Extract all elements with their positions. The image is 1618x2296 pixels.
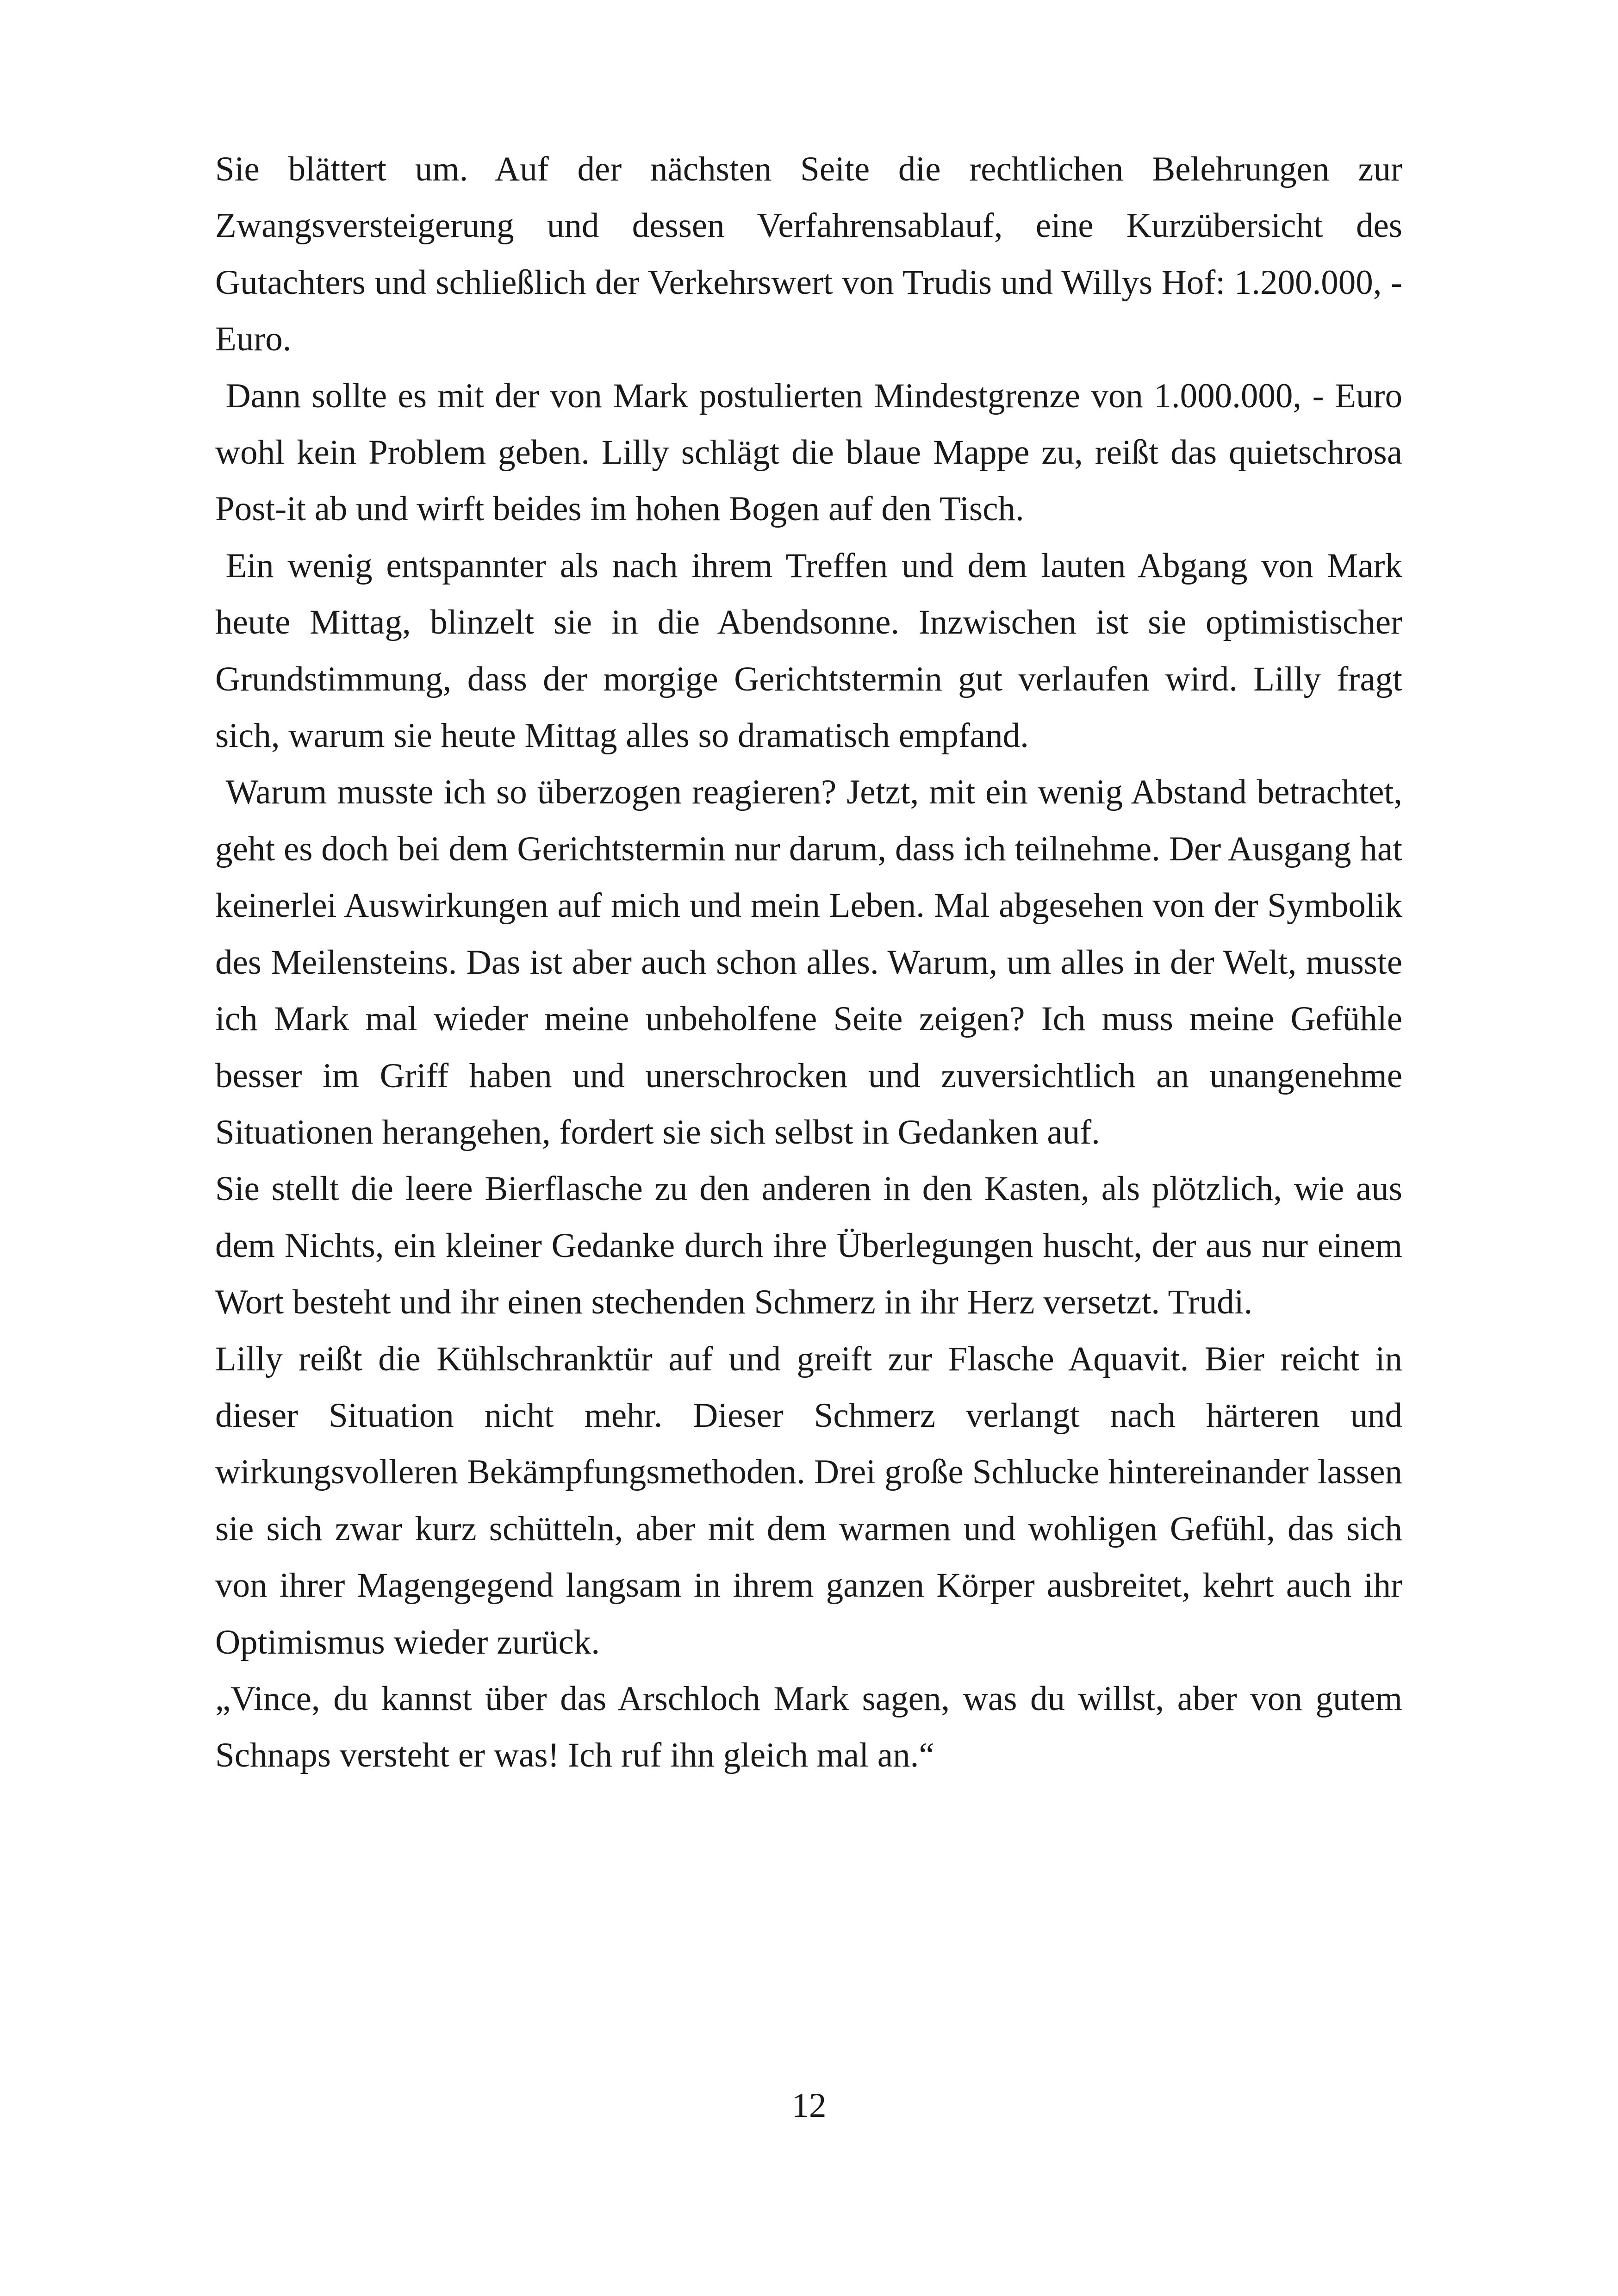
body-text — [215, 141, 1402, 1784]
paragraph: Dann sollte es mit der von Mark postulierten Mindestgrenze von 1.000.000, - Euro wohl kein Problem geben. Lilly schlägt die blaue Mappe zu, reißt das quietschrosa Post-it ab und wirft beides im hohen Bogen auf den Tisch. — [215, 376, 1402, 529]
page-number: 12 — [791, 2086, 827, 2125]
paragraph: Lilly reißt die Kühlschranktür auf und greift zur Flasche Aquavit. Bier reicht in dieser Situation nicht mehr. Dieser Schmerz verlangt nach härteren und wirkungsvolleren Bekämpfungsmethoden. Drei große Schlucke hintereinander lassen sie sich zwar kurz schütteln, aber mit dem warmen und wohligen Gefühl, das sich von ihrer Magengegend langsam in ihrem ganzen Körper ausbreitet, kehrt auch ihr Optimismus wieder zurück. — [215, 1339, 1402, 1661]
paragraph: Ein wenig entspannter als nach ihrem Treffen und dem lauten Abgang von Mark heute Mittag, blinzelt sie in die Abendsonne. Inzwischen ist sie optimistischer Grundstimmung, dass der morgige Gerichtstermin gut verlaufen wird. Lilly fragt sich, warum sie heute Mittag alles so dramatisch empfand. — [215, 546, 1402, 755]
paragraph: Sie blättert um. Auf der nächsten Seite die rechtlichen Belehrungen zur Zwangsversteigerung und dessen Verfahrensablauf, eine Kurzübersicht des Gutachters und schließlich der Verkehrswert von Trudis und Willys Hof: 1.200.000, - Euro. — [215, 150, 1402, 359]
paragraph: Sie stellt die leere Bierflasche zu den anderen in den Kasten, als plötzlich, wie aus dem Nichts, ein kleiner Gedanke durch ihre Überlegungen huscht, der aus nur einem Wort besteht und ihr einen stechenden Schmerz in ihr Herz versetzt. Trudi. — [215, 1170, 1402, 1322]
paragraph: „Vince, du kannst über das Arschloch Mark sagen, was du willst, aber von gutem Schnaps versteht er was! Ich ruf ihn gleich mal an.“ — [215, 1679, 1402, 1775]
paragraph: Warum musste ich so überzogen reagieren? Jetzt, mit ein wenig Abstand betrachtet, geht es doch bei dem Gerichtstermin nur darum, dass ich teilnehme. Der Ausgang hat keinerlei Auswirkungen auf mich und mein Leben. Mal abgesehen von der Symbolik des Meilensteins. Das ist aber auch schon alles. Warum, um alles in der Welt, musste ich Mark mal wieder meine unbeholfene Seite zeigen? Ich muss meine Gefühle besser im Griff haben und unerschrocken und zuversichtlich an unangenehme Situationen herangehen, fordert sie sich selbst in Gedanken auf. — [215, 773, 1402, 1151]
